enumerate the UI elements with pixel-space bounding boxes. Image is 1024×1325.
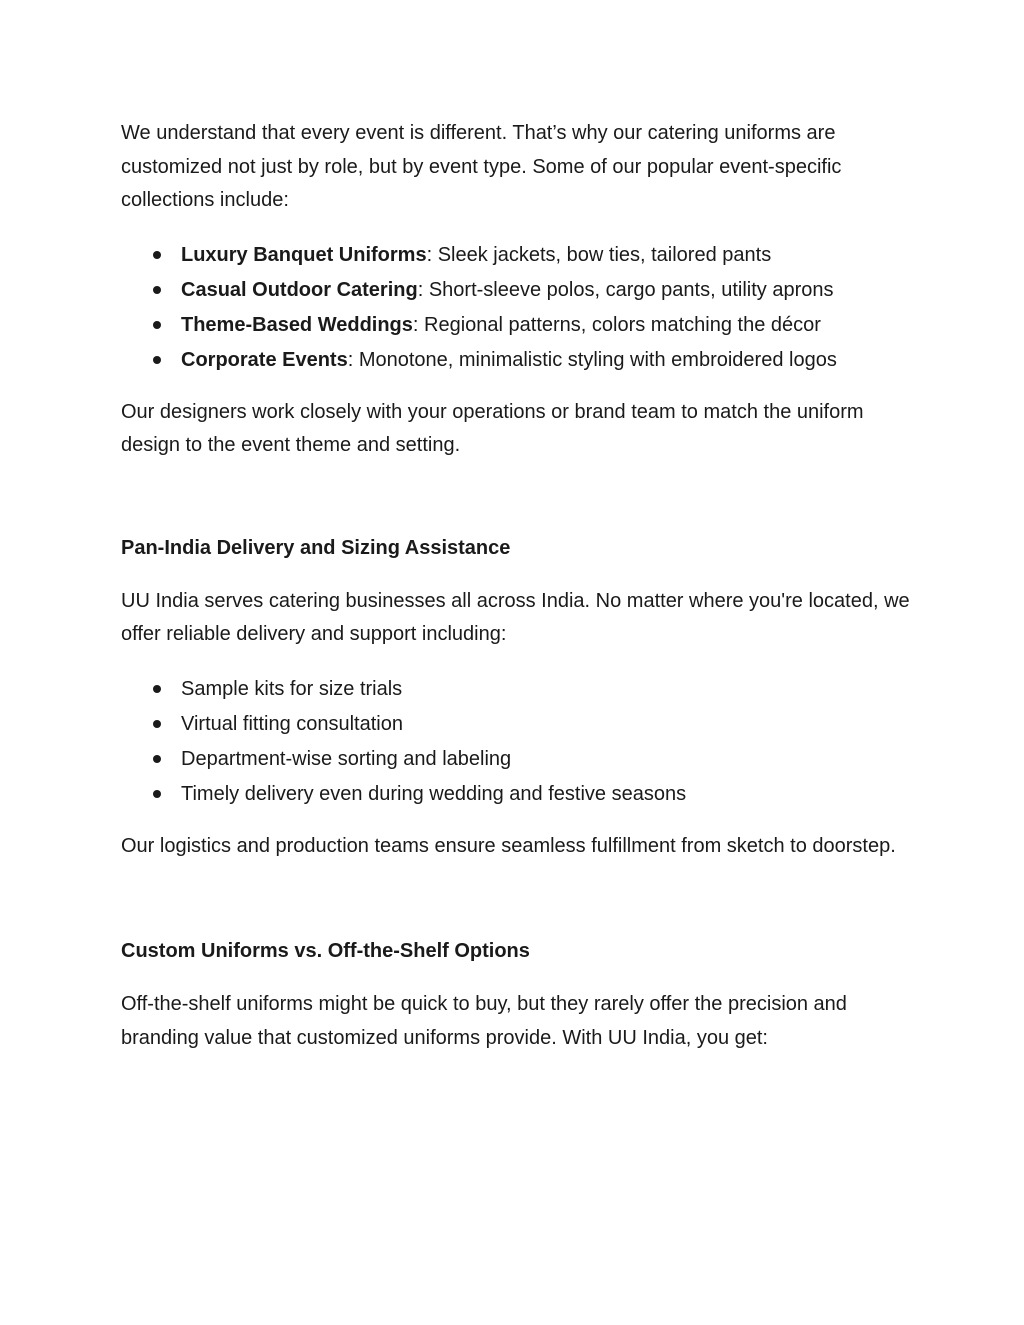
event-collections-list: [121, 238, 911, 377]
document-page: [121, 117, 911, 1055]
list-item-description: : Sleek jackets, bow ties, tailored pants: [426, 243, 772, 266]
section-heading-delivery: Pan-India Delivery and Sizing Assistance: [121, 536, 511, 559]
delivery-support-list: [121, 672, 911, 811]
list-item: [121, 308, 911, 342]
custom-paragraph: Off-the-shelf uniforms might be quick to buy, but they rarely offer the precision and branding value that customized uniforms provide. With UU India, you get:: [121, 993, 847, 1049]
delivery-paragraph: UU India serves catering businesses all across India. No matter where you're located, we offer reliable delivery and support including:: [121, 589, 910, 645]
list-item: [121, 343, 911, 377]
section-heading-custom: Custom Uniforms vs. Off-the-Shelf Options: [121, 940, 530, 962]
list-item-description: : Monotone, minimalistic styling with embroidered logos: [347, 348, 837, 371]
designers-paragraph: Our designers work closely with your operations or brand team to match the uniform design to the event theme and setting.: [121, 400, 864, 456]
list-item-title: Theme-Based Weddings: [181, 313, 413, 336]
list-item-title: Luxury Banquet Uniforms: [181, 243, 427, 266]
list-item: Sample kits for size trials: [121, 672, 911, 706]
logistics-paragraph: Our logistics and production teams ensure seamless fulfillment from sketch to doorstep.: [121, 834, 896, 857]
list-item: Department-wise sorting and labeling: [121, 742, 911, 776]
list-item: [121, 273, 911, 307]
list-item-title: Casual Outdoor Catering: [181, 278, 418, 301]
intro-paragraph: We understand that every event is different. That’s why our catering uniforms are customized not just by role, but by event type. Some of our popular event-specific collections include:: [121, 122, 842, 211]
list-item-title: Corporate Events: [181, 348, 348, 371]
list-item: Timely delivery even during wedding and festive seasons: [121, 777, 911, 811]
list-item-description: : Regional patterns, colors matching the décor: [412, 313, 821, 336]
list-item: [121, 238, 911, 272]
list-item-description: : Short-sleeve polos, cargo pants, utility aprons: [417, 278, 834, 301]
list-item: Virtual fitting consultation: [121, 707, 911, 741]
